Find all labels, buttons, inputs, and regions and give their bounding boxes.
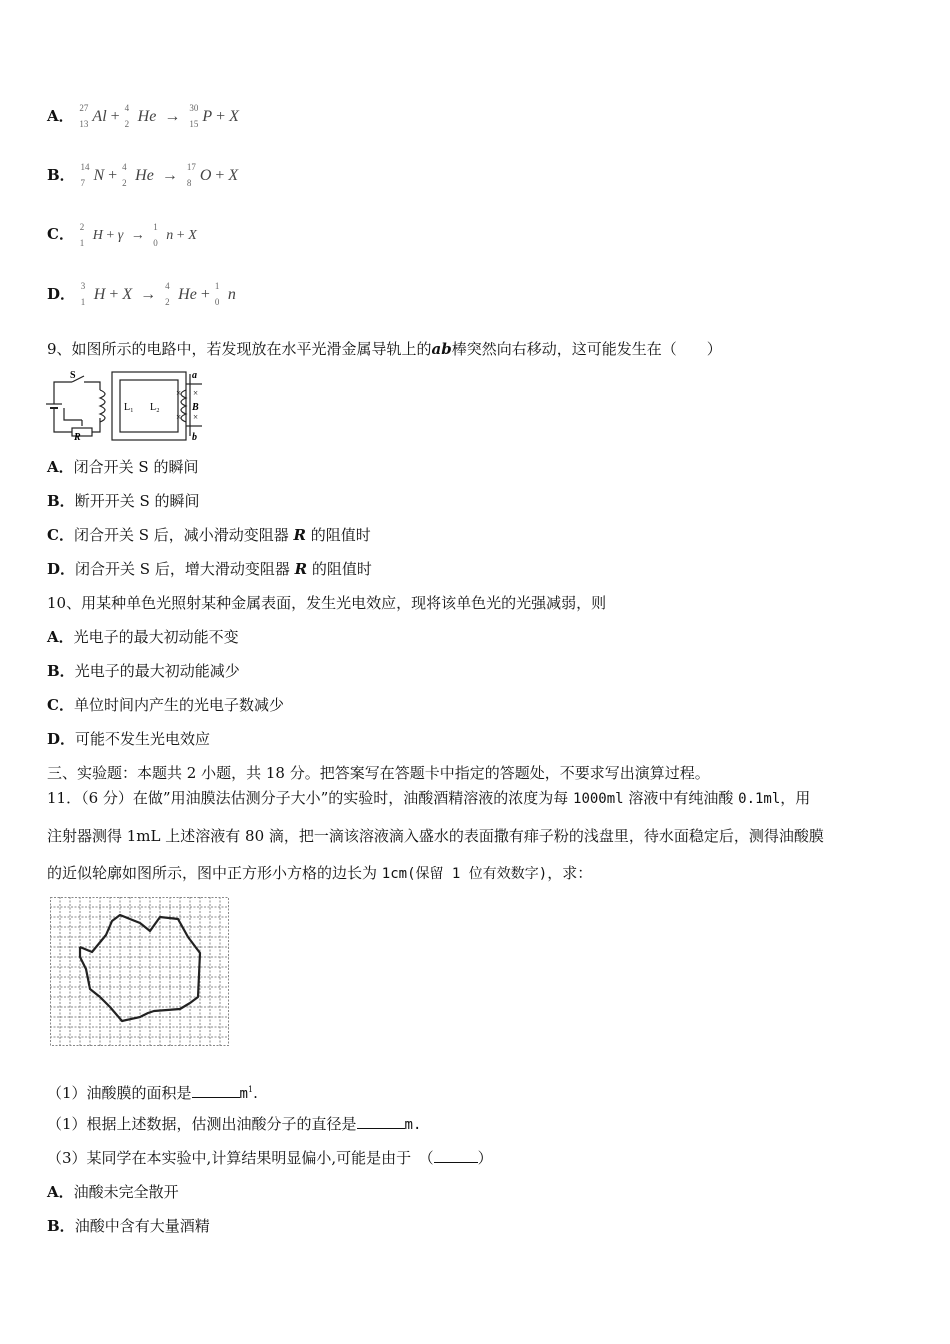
q10-option-d: D．可能不发生光电效应 <box>47 730 211 748</box>
q11-option-b: B．油酸中含有大量酒精 <box>47 1217 210 1235</box>
nuclear-equation: 14 7 N + 4 2 He → 17 8 O + X <box>80 162 239 188</box>
answer-blank-choice[interactable] <box>434 1148 478 1163</box>
option-label: C． <box>47 225 74 243</box>
oil-film-grid-figure <box>50 897 230 1047</box>
answer-blank-area[interactable] <box>192 1083 240 1098</box>
svg-text:a: a <box>192 370 197 381</box>
svg-text:R: R <box>74 432 81 442</box>
svg-text:×: × <box>176 412 182 422</box>
nuclear-equation: 3 1 H + X → 4 2 He + 1 0 n <box>80 281 236 307</box>
q10-option-c: C．单位时间内产生的光电子数减少 <box>47 696 284 714</box>
svg-text:×: × <box>193 412 199 422</box>
q11-stem-line1: 11．（6 分）在做”用油膜法估测分子大小”的实验时，油酸酒精溶液的浓度为每 1000ml 溶液中有纯油酸 0.1ml，用 <box>47 789 811 807</box>
q9-stem: 9、如图所示的电路中，若发现放在水平光滑金属导轨上的ab棒突然向右移动，这可能发生在（ ） <box>47 340 722 358</box>
svg-text:L₁: L₁ <box>124 402 134 413</box>
svg-text:B: B <box>192 402 199 413</box>
q9-option-a: A．闭合开关 S 的瞬间 <box>47 458 199 476</box>
q11-sub2: （1）根据上述数据，估测出油酸分子的直径是 m. <box>47 1115 422 1133</box>
svg-text:S: S <box>70 370 76 381</box>
q10-stem: 10、用某种单色光照射某种金属表面，发生光电效应，现将该单色光的光强减弱，则 <box>47 594 607 612</box>
q8-option-b <box>47 162 239 188</box>
svg-text:L₂: L₂ <box>150 402 160 413</box>
q11-sub3: （3）某同学在本实验中,计算结果明显偏小,可能是由于 （ ） <box>47 1149 493 1167</box>
svg-text:b: b <box>192 432 197 442</box>
q11-option-a: A．油酸未完全散开 <box>47 1183 179 1201</box>
answer-blank-diameter[interactable] <box>357 1114 405 1129</box>
svg-text:×: × <box>193 388 199 398</box>
nuclear-equation: 2 1 H + γ → 1 0 n + X <box>79 222 197 248</box>
option-label: A． <box>47 107 74 125</box>
q9-option-b: B．断开开关 S 的瞬间 <box>47 492 200 510</box>
q9-circuit-figure <box>44 368 204 442</box>
q10-option-a: A．光电子的最大初动能不变 <box>47 628 239 646</box>
q8-option-a <box>47 103 239 129</box>
q9-option-c: C．闭合开关 S 后，减小滑动变阻器 R 的阻值时 <box>47 526 371 544</box>
option-label: D． <box>47 285 76 303</box>
q11-stem-line2: 注射器测得 1mL 上述溶液有 80 滴，把一滴该溶液滴入盛水的表面撒有痱子粉的浅盘里，待水面稳定后，测得油酸膜 <box>47 827 824 845</box>
q8-option-d <box>47 281 236 307</box>
q10-option-b: B．光电子的最大初动能减少 <box>47 662 240 680</box>
q8-option-c <box>47 224 197 246</box>
nuclear-equation: 27 13 Al + 4 2 He → 30 15 P + X <box>79 103 239 129</box>
section-3-title: 三、实验题：本题共 2 小题，共 18 分。把答案写在答题卡中指定的答题处，不要求写出演算过程。 <box>47 764 710 782</box>
svg-text:×: × <box>176 388 182 398</box>
option-label: B． <box>47 166 75 184</box>
q11-sub1: （1）油酸膜的面积是 $m^1$. <box>47 1084 258 1102</box>
q11-stem-line3: 的近似轮廓如图所示，图中正方形小方格的边长为 1cm(保留 1 位有效数字)，求： <box>47 864 593 882</box>
q9-option-d: D．闭合开关 S 后，增大滑动变阻器 R 的阻值时 <box>47 560 372 578</box>
